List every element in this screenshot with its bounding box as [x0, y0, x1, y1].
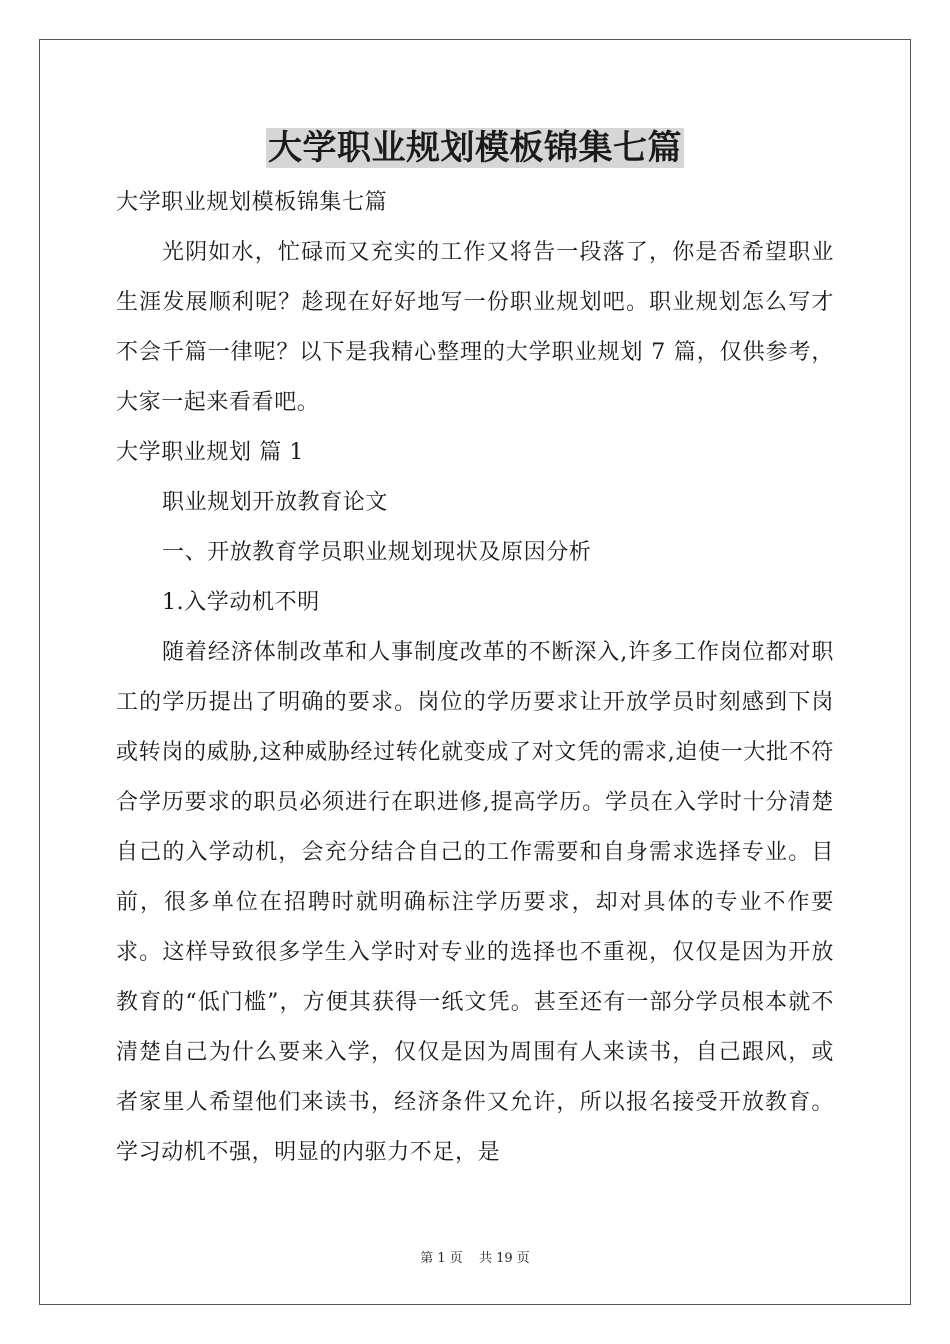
- document-title-text: 大学职业规划模板锦集七篇: [268, 128, 682, 168]
- page-footer: [0, 1250, 950, 1268]
- document-body: [116, 178, 834, 1178]
- page-number: 第 1 页: [420, 1251, 463, 1266]
- subsection-heading: 1.入学动机不明: [162, 590, 320, 615]
- section-heading: 大学职业规划 篇 1: [116, 440, 304, 465]
- subtitle-paragraph: 大学职业规划模板锦集七篇: [116, 190, 388, 215]
- total-pages: 共 19 页: [478, 1251, 530, 1266]
- body-paragraph: 随着经济体制改革和人事制度改革的不断深入,许多工作岗位都对职工的学历提出了明确的要求。岗位的学历要求让开放学员时刻感到下岗或转岗的威胁,这种威胁经过转化就变成了对文凭的需求,迫使一大批不符合学历要求的职员必须进行在职进修,提高学历。学员在入学时十分清楚自己的入学动机，会充分结合自己的工作需要和自身需求选择专业。目前，很多单位在招聘时就明确标注学历要求，却对具体的专业不作要求。这样导致很多学生入学时对专业的选择也不重视，仅仅是因为开放教育的“低门槛”，方便其获得一纸文凭。甚至还有一部分学员根本就不清楚自己为什么要来入学，仅仅是因为周围有人来读书，自己跟风，或者家里人希望他们来读书，经济条件又允许，所以报名接受开放教育。学习动机不强，明显的内驱力不足，是: [116, 640, 834, 1165]
- intro-paragraph: 光阴如水，忙碌而又充实的工作又将告一段落了，你是否希望职业生涯发展顺利呢？趁现在好好地写一份职业规划吧。职业规划怎么写才不会千篇一律呢？以下是我精心整理的大学职业规划 7 篇，仅供参考，大家一起来看看吧。: [116, 240, 834, 415]
- article-title: 职业规划开放教育论文: [162, 490, 389, 515]
- document-title: [0, 126, 950, 170]
- chapter-heading: 一、开放教育学员职业规划现状及原因分析: [162, 540, 592, 565]
